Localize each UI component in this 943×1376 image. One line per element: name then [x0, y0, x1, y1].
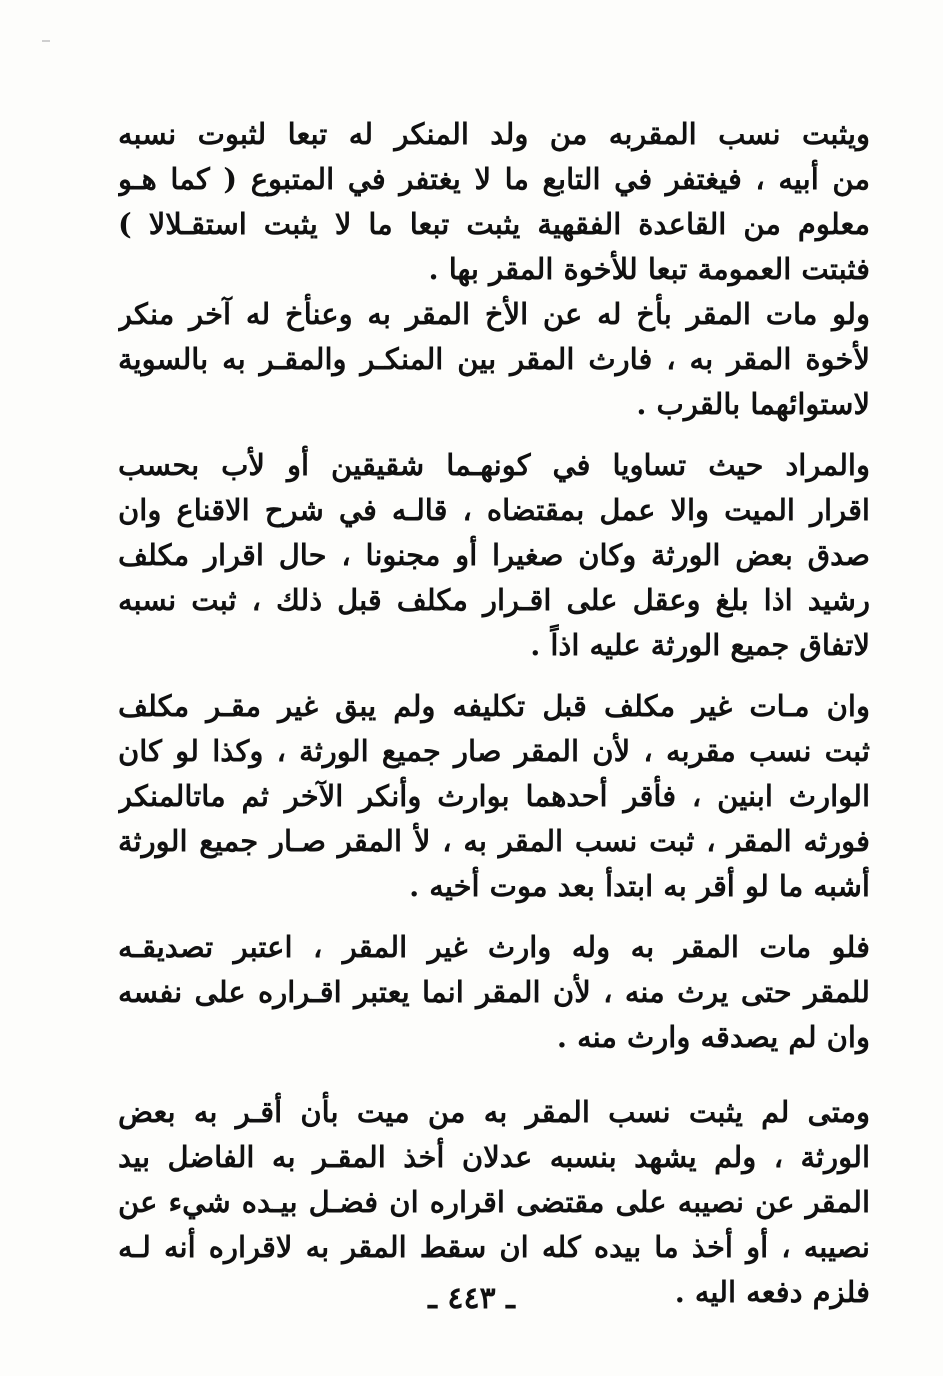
scan-speck — [42, 40, 50, 42]
text-line: الوارث ابنين ، فأقر أحدهما بوارث وأنكر الآخر ثم ماتالمنكر — [118, 779, 870, 813]
text-line: فثبتت العمومة تبعا للأخوة المقر بها . — [428, 252, 870, 286]
text-line: اقرار الميت والا عمل بمقتضاه ، قالـه في شرح الاقناع وان — [118, 493, 870, 527]
text-line: المقر عن نصيبه على مقتضى اقراره ان فضـل بيـده شيء عن — [118, 1185, 870, 1219]
paragraph — [118, 925, 870, 1060]
text-line: وان لم يصدقه وارث منه . — [556, 1020, 870, 1054]
text-line: لاتفاق جميع الورثة عليه اذاً . — [530, 628, 870, 662]
text-line: لاستوائهما بالقرب . — [636, 387, 870, 421]
text-line: فلو مات المقر به وله وارث غير المقر ، اعتبر تصديقـه — [118, 930, 870, 964]
text-line: الورثة ، ولم يشهد بنسبه عدلان أخذ المقـر به الفاضل بيد — [118, 1140, 870, 1174]
text-line: لأخوة المقر به ، فارث المقر بين المنكـر والمقـر به بالسوية — [118, 342, 870, 376]
text-line: وان مـات غير مكلف قبل تكليفه ولم يبق غير مقـر مكلف — [118, 689, 870, 723]
text-line: نصيبه ، أو أخذ ما بيده كله ان سقط المقر به لاقراره أنه لـه — [118, 1230, 870, 1264]
text-line: أشبه ما لو أقر به ابتدأ بعد موت أخيه . — [409, 869, 870, 903]
text-line: من أبيه ، فيغتفر في التابع ما لا يغتفر في المتبوع ( كما هـو — [118, 162, 870, 196]
text-line: رشيد اذا بلغ وعقل على اقـرار مكلف قبل ذلك ، ثبت نسبه — [118, 583, 870, 617]
paragraph-gap — [118, 909, 870, 925]
text-line: فورثه المقر ، ثبت نسب المقر به ، لأ المقر صـار جميع الورثة — [118, 824, 870, 858]
text-line: والمراد حيث تساويا في كونهـما شقيقين أو لأب بحسب — [118, 448, 870, 482]
paragraph-gap — [118, 1060, 870, 1090]
paragraph — [118, 292, 870, 427]
text-line: للمقر حتى يرث منه ، لأن المقر انما يعتبر اقـراره على نفسه — [118, 975, 870, 1009]
text-line: ويثبت نسب المقربه من ولد المنكر له تبعا لثبوت نسبه — [118, 117, 870, 151]
text-line: معلوم من القاعدة الفقهية يثبت تبعا ما لا يثبت استقـلالا ) — [118, 207, 870, 241]
paragraph-gap — [118, 427, 870, 443]
page-body — [118, 112, 870, 1315]
paragraph-gap — [118, 668, 870, 684]
text-line: فلزم دفعه اليه . — [674, 1275, 870, 1309]
text-line: ثبت نسب مقربه ، لأن المقر صار جميع الورثة ، وكذا لو كان — [118, 734, 870, 768]
paragraph — [118, 684, 870, 909]
page-number: ـ ٤٤٣ ـ — [428, 1281, 515, 1316]
paragraph — [118, 112, 870, 292]
text-line: ولو مات المقر بأخ له عن الأخ المقر به وعنأخ له آخر منكر — [118, 297, 870, 331]
text-line: صدق بعض الورثة وكان صغيرا أو مجنونا ، حال اقرار مكلف — [118, 538, 870, 572]
text-line: ومتى لم يثبت نسب المقر به من ميت بأن أقـر به بعض — [118, 1095, 870, 1129]
paragraph — [118, 443, 870, 668]
